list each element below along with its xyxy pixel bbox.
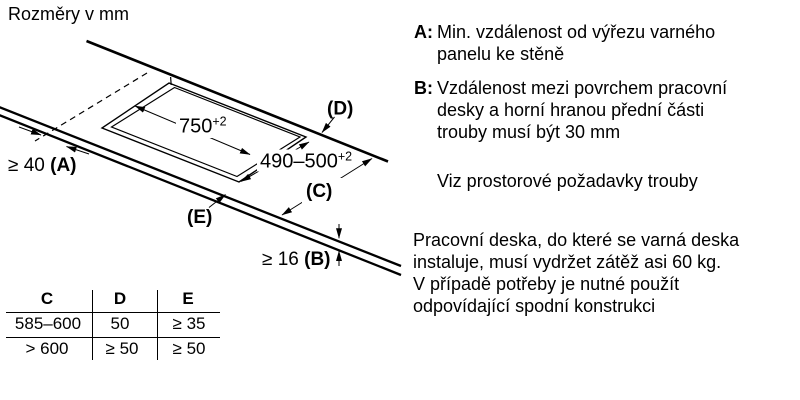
label-d: (D) bbox=[327, 98, 354, 120]
label-e: (E) bbox=[187, 207, 213, 228]
legend-key-a: A: bbox=[414, 22, 433, 42]
legend-text-a-line: panelu ke stěně bbox=[437, 44, 565, 64]
table-header-d: D bbox=[113, 289, 127, 308]
page-title: Rozměry v mm bbox=[8, 4, 129, 24]
table-cell-c1: 585–600 bbox=[14, 313, 82, 333]
label-b: ≥ 16 (B) bbox=[262, 249, 331, 270]
table-header-c: C bbox=[40, 289, 54, 308]
load-capacity-line: instaluje, musí vydržet zátěž asi 60 kg. bbox=[413, 252, 722, 272]
dim-width-label: $750^{+2}$ bbox=[179, 114, 227, 138]
table-cell-e2: ≥ 50 bbox=[172, 338, 206, 358]
label-c: (C) bbox=[306, 181, 333, 202]
table-rule-vertical-1 bbox=[92, 290, 93, 360]
wall-dashed-line bbox=[35, 73, 147, 141]
arrow-e bbox=[209, 195, 226, 208]
cutout-corner-notch bbox=[171, 77, 172, 85]
table-cell-e1: ≥ 35 bbox=[172, 313, 206, 333]
label-a: ≥ 40 (A) bbox=[8, 155, 77, 176]
legend-text-b-line: Vzdálenost mezi povrchem pracovní bbox=[437, 78, 728, 98]
table-header-e: E bbox=[182, 289, 194, 308]
legend-item-a bbox=[414, 21, 715, 65]
table-cell-d2: ≥ 50 bbox=[105, 338, 139, 358]
load-capacity-note bbox=[413, 229, 739, 317]
legend-text-a-line: Min. vzdálenost od výřezu varného bbox=[437, 22, 716, 42]
oven-requirements-note: Viz prostorové požadavky trouby bbox=[437, 171, 698, 191]
table-cell-d1: 50 bbox=[110, 313, 130, 333]
table-cell-c2: > 600 bbox=[25, 338, 69, 358]
legend-key-b: B: bbox=[414, 78, 433, 98]
legend-text-b bbox=[437, 77, 727, 143]
load-capacity-line: odpovídající spodní konstrukci bbox=[413, 296, 656, 316]
legend-item-b bbox=[414, 77, 727, 143]
dim-depth-label: $490-500^{+2}$ bbox=[260, 149, 353, 173]
table-rule-vertical-2 bbox=[157, 290, 158, 360]
legend-text-b-line: desky a horní hranou přední části bbox=[437, 100, 705, 120]
load-capacity-line: V případě potřeby je nutné použít bbox=[413, 274, 680, 294]
legend-text-a bbox=[437, 21, 715, 65]
load-capacity-line: Pracovní deska, do které se varná deska bbox=[413, 230, 740, 250]
legend-text-b-line: trouby musí být 30 mm bbox=[437, 122, 621, 142]
